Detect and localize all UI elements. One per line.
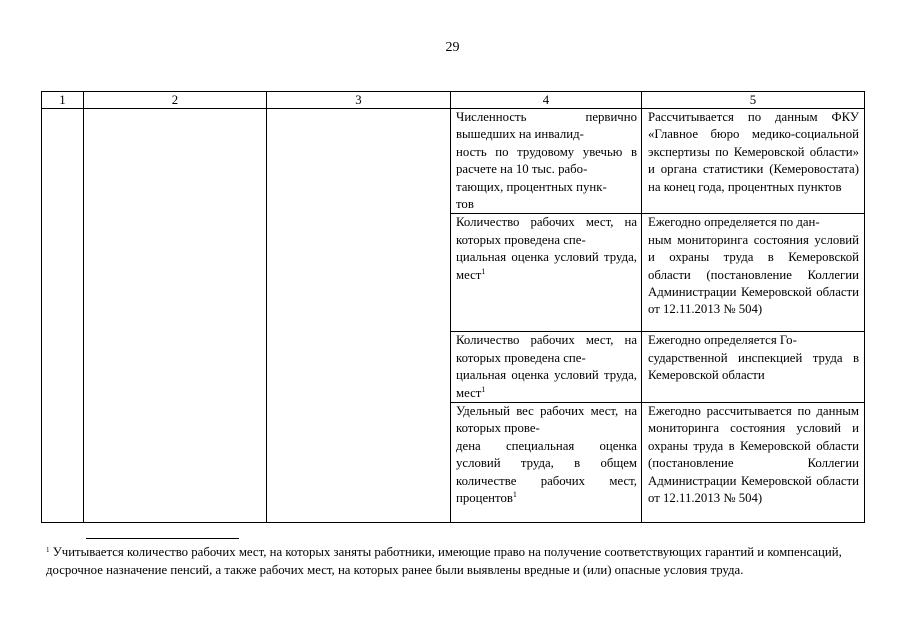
source-text: Ежегодно рассчитывается по данным мониторинга состояния условий и охраны труда в Кемеровской области (постановление Коллегии Администрации Кемеровской области от 12.11.2013 № 504): [648, 404, 859, 506]
page-number: 29: [445, 40, 460, 55]
column-number-4: 4: [451, 92, 642, 109]
source-cell: [642, 403, 865, 523]
indicator-cell: [451, 109, 642, 214]
indicator-cell: [451, 214, 642, 332]
table-row: [42, 109, 865, 214]
source-text: Ежегодно определяется по дан- ным мониторинга состояния условий и охраны труда в Кемеровской области (постановление Коллегии Администрации Кемеровской области от 12.11.2013 № 504): [648, 215, 859, 317]
source-cell: [642, 109, 865, 214]
indicator-text: Количество рабочих мест, на которых проведена спе- циальная оценка условий труда, мест: [456, 215, 637, 282]
indicator-cell: [451, 403, 642, 523]
footnote-mark: 1: [481, 384, 486, 394]
indicators-table: [41, 91, 865, 523]
column-number-5: 5: [642, 92, 865, 109]
indicator-text: Численность первично вышедших на инвалид- ность по трудовому увечью в расчете на 10 тыс. рабо- тающих, процентных пунк- тов: [456, 110, 637, 212]
footnote: [46, 543, 856, 579]
footnote-mark: 1: [481, 266, 486, 276]
source-text: Ежегодно определяется Го- сударственной инспекцией труда в Кемеровской области: [648, 333, 859, 383]
indicator-text: Удельный вес рабочих мест, на которых прове- дена специальная оценка условий труда, в общем количестве рабочих мест, процентов: [456, 404, 637, 506]
empty-cell-col2: [84, 109, 267, 523]
empty-cell-col1: [42, 109, 84, 523]
column-number-3: 3: [267, 92, 451, 109]
table-header-row: [42, 92, 865, 109]
empty-cell-col3: [267, 109, 451, 523]
footnote-text: Учитывается количество рабочих мест, на которых заняты работники, имеющие право на получение соответствующих гарантий и компенсаций, досрочное назначение пенсий, а также рабочих мест, на которых ранее были выявлены вредные и (или) опасные условия труда.: [46, 545, 842, 577]
indicator-cell: [451, 332, 642, 403]
source-cell: [642, 214, 865, 332]
footnote-separator: [86, 538, 239, 539]
footnote-mark: 1: [512, 490, 517, 500]
indicator-text: Количество рабочих мест, на которых проведена спе- циальная оценка условий труда, мест: [456, 333, 637, 400]
column-number-2: 2: [84, 92, 267, 109]
source-cell: [642, 332, 865, 403]
footnote-number: 1: [46, 546, 50, 554]
column-number-1: 1: [42, 92, 84, 109]
source-text: Рассчитывается по данным ФКУ «Главное бюро медико-социальной экспертизы по Кемеровской области» и органа статистики (Кемеровостата) на конец года, процентных пунктов: [648, 110, 859, 194]
